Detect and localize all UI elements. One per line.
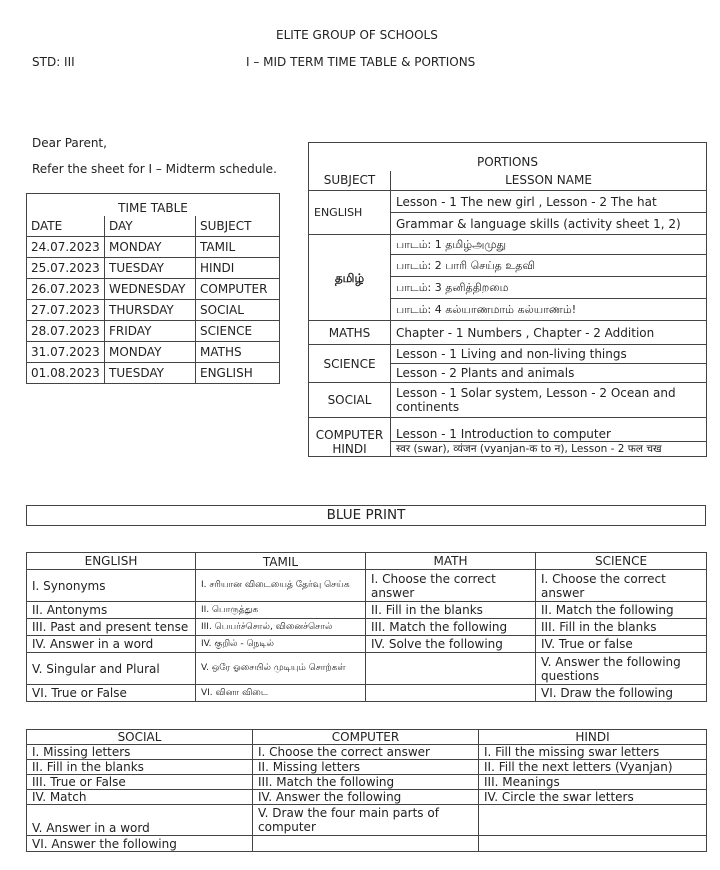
table-row <box>27 619 707 636</box>
table-row <box>27 300 280 321</box>
table-row <box>27 805 707 836</box>
table-row <box>309 442 707 457</box>
table-row <box>309 383 707 418</box>
table-row <box>309 191 707 213</box>
blueprint-cell: III. Meanings <box>479 775 707 790</box>
lesson-cell: Chapter - 1 Numbers , Chapter - 2 Addition <box>391 321 707 345</box>
standard-label: STD: III <box>32 55 75 69</box>
table-row <box>309 321 707 345</box>
table-row <box>27 685 707 702</box>
blueprint-cell: IV. Answer in a word <box>27 636 196 653</box>
blueprint-cell: V. ஒரே ஓசையில் முடியும் சொற்கள் <box>196 653 366 685</box>
table-row <box>309 418 707 442</box>
subject-cell: SCIENCE <box>196 321 280 342</box>
table-row <box>309 235 707 255</box>
subject-cell: MATHS <box>196 342 280 363</box>
blueprint-cell <box>366 685 536 702</box>
blueprint-cell: VI. வினா விடை <box>196 685 366 702</box>
blueprint-cell: I. Choose the correct answer <box>536 570 707 602</box>
blueprint-cell: III. பெயர்ச்சொல், வினைச்சொல் <box>196 619 366 636</box>
timetable-title: TIME TABLE <box>27 194 280 216</box>
blueprint-cell: I. Fill the missing swar letters <box>479 745 707 760</box>
subject-tamil: தமிழ் <box>309 235 391 321</box>
portions-table <box>308 142 707 457</box>
col-header-social: SOCIAL <box>27 730 253 745</box>
day-cell: THURSDAY <box>105 300 196 321</box>
blueprint-cell: I. Choose the correct answer <box>253 745 479 760</box>
date-cell: 26.07.2023 <box>27 279 105 300</box>
col-header-math: MATH <box>366 553 536 570</box>
table-row <box>27 790 707 805</box>
col-header-hindi: HINDI <box>479 730 707 745</box>
letter-body: Refer the sheet for I – Midterm schedule. <box>32 162 277 176</box>
day-cell: FRIDAY <box>105 321 196 342</box>
blueprint-cell: III. Past and present tense <box>27 619 196 636</box>
blueprint-cell: III. True or False <box>27 775 253 790</box>
blueprint-cell: I. Synonyms <box>27 570 196 602</box>
subject-cell: HINDI <box>196 258 280 279</box>
day-cell: MONDAY <box>105 237 196 258</box>
lesson-cell: பாடம்: 4 கல்யாணமாம் கல்யாணம்! <box>391 299 707 321</box>
blueprint-cell: II. Fill in the blanks <box>27 760 253 775</box>
blueprint-cell: II. Missing letters <box>253 760 479 775</box>
subject-science: SCIENCE <box>309 345 391 383</box>
lesson-cell: स्वर (swar), व्यंजन (vyanjan-क to न), Lesson - 2 फल चख <box>391 442 707 457</box>
table-row <box>27 321 280 342</box>
blueprint-cell: IV. Solve the following <box>366 636 536 653</box>
blueprint-cell: VI. Answer the following <box>27 836 253 852</box>
subject-computer: COMPUTER <box>309 418 391 442</box>
subject-hindi: HINDI <box>309 442 391 457</box>
lesson-cell: Lesson - 1 Living and non-living things <box>391 345 707 364</box>
blueprint-cell: II. Antonyms <box>27 602 196 619</box>
blueprint-cell: IV. Answer the following <box>253 790 479 805</box>
date-cell: 28.07.2023 <box>27 321 105 342</box>
blueprint-cell: III. Match the following <box>366 619 536 636</box>
blueprint-title: BLUE PRINT <box>26 505 706 526</box>
timetable-header-subject: SUBJECT <box>196 216 280 237</box>
blueprint-cell: V. Answer the following questions <box>536 653 707 685</box>
blueprint-cell: I. Missing letters <box>27 745 253 760</box>
subject-cell: ENGLISH <box>196 363 280 384</box>
blueprint-cell: IV. Match <box>27 790 253 805</box>
day-cell: TUESDAY <box>105 258 196 279</box>
portions-header-subject: SUBJECT <box>309 171 391 191</box>
table-row <box>27 602 707 619</box>
date-cell: 24.07.2023 <box>27 237 105 258</box>
col-header-computer: COMPUTER <box>253 730 479 745</box>
blueprint-cell: VI. Draw the following <box>536 685 707 702</box>
blueprint-cell <box>479 805 707 836</box>
lesson-cell: பாடம்: 2 பாரி செய்த உதவி <box>391 255 707 277</box>
date-cell: 27.07.2023 <box>27 300 105 321</box>
day-cell: TUESDAY <box>105 363 196 384</box>
subject-cell: SOCIAL <box>196 300 280 321</box>
blueprint-cell: III. Match the following <box>253 775 479 790</box>
blueprint-cell: II. பொருத்துக <box>196 602 366 619</box>
portions-header-lesson: LESSON NAME <box>391 171 707 191</box>
letter-greeting: Dear Parent, <box>32 136 107 150</box>
table-row <box>27 745 707 760</box>
table-row <box>27 760 707 775</box>
blueprint-cell: V. Answer in a word <box>27 805 253 836</box>
table-row <box>27 363 280 384</box>
blueprint-cell: IV. குறில் - நெடில் <box>196 636 366 653</box>
portions-title: PORTIONS <box>309 143 707 171</box>
table-row <box>27 237 280 258</box>
table-row <box>27 836 707 852</box>
lesson-cell: Grammar & language skills (activity sheet 1, 2) <box>391 213 707 235</box>
date-cell: 01.08.2023 <box>27 363 105 384</box>
day-cell: WEDNESDAY <box>105 279 196 300</box>
table-row <box>27 570 707 602</box>
table-row <box>27 653 707 685</box>
lesson-cell: Lesson - 2 Plants and animals <box>391 364 707 383</box>
lesson-cell: பாடம்: 1 தமிழ்அமுது <box>391 235 707 255</box>
blueprint-cell: II. Fill in the blanks <box>366 602 536 619</box>
col-header-tamil: TAMIL <box>196 553 366 570</box>
timetable-header-date: DATE <box>27 216 105 237</box>
blueprint-cell: IV. Circle the swar letters <box>479 790 707 805</box>
blueprint-table-1 <box>26 552 707 702</box>
timetable-header-day: DAY <box>105 216 196 237</box>
lesson-cell: Lesson - 1 The new girl , Lesson - 2 The hat <box>391 191 707 213</box>
subject-cell: TAMIL <box>196 237 280 258</box>
table-row <box>309 345 707 364</box>
blueprint-cell: I. சரியான விடையைத் தேர்வு செய்க <box>196 570 366 602</box>
blueprint-cell: II. Match the following <box>536 602 707 619</box>
blueprint-cell: III. Fill in the blanks <box>536 619 707 636</box>
lesson-cell: பாடம்: 3 தனித்திறமை <box>391 277 707 299</box>
subject-maths: MATHS <box>309 321 391 345</box>
col-header-science: SCIENCE <box>536 553 707 570</box>
table-row <box>27 636 707 653</box>
lesson-cell: Lesson - 1 Introduction to computer <box>391 418 707 442</box>
subject-cell: COMPUTER <box>196 279 280 300</box>
blueprint-cell: I. Choose the correct answer <box>366 570 536 602</box>
date-cell: 31.07.2023 <box>27 342 105 363</box>
lesson-cell: Lesson - 1 Solar system, Lesson - 2 Ocean and continents <box>391 383 707 418</box>
table-row <box>27 279 280 300</box>
subject-english: ENGLISH <box>309 191 391 235</box>
subject-social: SOCIAL <box>309 383 391 418</box>
day-cell: MONDAY <box>105 342 196 363</box>
blueprint-cell: V. Draw the four main parts of computer <box>253 805 479 836</box>
table-row <box>27 258 280 279</box>
date-cell: 25.07.2023 <box>27 258 105 279</box>
document-title: I – MID TERM TIME TABLE & PORTIONS <box>246 55 476 69</box>
table-row <box>27 775 707 790</box>
blueprint-table-2 <box>26 729 707 852</box>
blueprint-cell <box>366 653 536 685</box>
blueprint-cell: II. Fill the next letters (Vyanjan) <box>479 760 707 775</box>
col-header-english: ENGLISH <box>27 553 196 570</box>
blueprint-cell: VI. True or False <box>27 685 196 702</box>
blueprint-cell <box>253 836 479 852</box>
blueprint-cell <box>479 836 707 852</box>
blueprint-cell: IV. True or false <box>536 636 707 653</box>
blueprint-cell: V. Singular and Plural <box>27 653 196 685</box>
timetable <box>26 193 280 384</box>
school-name: ELITE GROUP OF SCHOOLS <box>276 28 438 42</box>
table-row <box>27 342 280 363</box>
